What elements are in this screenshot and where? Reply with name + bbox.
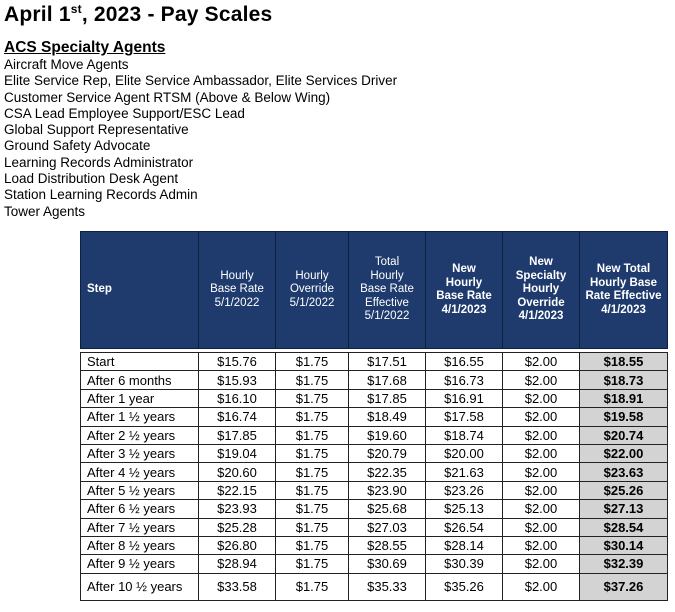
header-line: Override: [289, 283, 335, 296]
rate-cell: $1.75: [276, 426, 349, 444]
title-prefix: April 1: [4, 3, 71, 26]
header-line: Hourly: [220, 269, 254, 282]
rate-cell: $17.85: [199, 426, 276, 444]
rate-cell: $20.00: [426, 444, 503, 462]
new-total-cell: $28.54: [580, 518, 668, 536]
rate-cell: $33.58: [199, 573, 276, 600]
header-line: 4/1/2023: [518, 310, 564, 323]
step-cell: After 1 ½ years: [81, 408, 199, 426]
title-suffix: , 2023 - Pay Scales: [81, 3, 273, 26]
step-cell: After 9 ½ years: [81, 555, 199, 573]
rate-cell: $1.75: [276, 481, 349, 499]
step-cell: After 1 year: [81, 389, 199, 407]
page-title: [4, 2, 272, 27]
rate-cell: $1.75: [276, 518, 349, 536]
new-total-cell: $27.13: [580, 500, 668, 518]
rate-cell: $30.39: [426, 555, 503, 573]
table-header-row: [81, 232, 668, 349]
column-header-step: [81, 232, 199, 349]
rate-cell: $18.74: [426, 426, 503, 444]
step-cell: After 8 ½ years: [81, 536, 199, 554]
header-line: Effective: [365, 296, 409, 309]
header-line: New Total: [596, 263, 651, 275]
table-row: [81, 481, 668, 499]
header-line: Override: [517, 296, 565, 309]
header-line: Hourly: [370, 269, 404, 282]
role-item: Load Distribution Desk Agent: [4, 171, 179, 187]
rate-cell: $35.33: [349, 573, 426, 600]
header-line: 5/1/2022: [214, 296, 260, 309]
table-row: [81, 426, 668, 444]
header-line: Total: [374, 256, 400, 269]
rate-cell: $16.55: [426, 353, 503, 371]
step-cell: After 6 months: [81, 371, 199, 389]
rate-cell: $17.51: [349, 353, 426, 371]
rate-cell: $22.35: [349, 463, 426, 481]
rate-cell: $1.75: [276, 500, 349, 518]
step-cell: After 2 ½ years: [81, 426, 199, 444]
table-row: [81, 353, 668, 371]
table-row: [81, 518, 668, 536]
header-line: 5/1/2022: [364, 310, 410, 323]
table-row: [81, 444, 668, 462]
column-header-hourly-base-rate-2022: [199, 232, 276, 349]
header-line: New: [452, 263, 476, 275]
rate-cell: $27.03: [349, 518, 426, 536]
rate-cell: $1.75: [276, 536, 349, 554]
rate-cell: $2.00: [503, 555, 580, 573]
rate-cell: $2.00: [503, 371, 580, 389]
new-total-cell: $22.00: [580, 444, 668, 462]
rate-cell: $19.04: [199, 444, 276, 462]
column-header-new-specialty-override-2023: [503, 232, 580, 349]
step-cell: After 3 ½ years: [81, 444, 199, 462]
section-heading: ACS Specialty Agents: [4, 39, 166, 56]
new-total-cell: $30.14: [580, 536, 668, 554]
new-total-cell: $18.91: [580, 389, 668, 407]
rate-cell: $2.00: [503, 518, 580, 536]
step-cell: Start: [81, 353, 199, 371]
role-item: Aircraft Move Agents: [4, 57, 129, 72]
header-line: Base Rate: [360, 283, 414, 296]
rate-cell: $2.00: [503, 481, 580, 499]
rate-cell: $2.00: [503, 426, 580, 444]
header-line: Hourly Base: [589, 276, 658, 289]
role-item: Global Support Representative: [4, 122, 189, 138]
rate-cell: $25.68: [349, 500, 426, 518]
header-line: Rate Effective: [585, 290, 662, 302]
role-item: Ground Safety Advocate: [4, 138, 151, 154]
header-line: Base Rate: [436, 290, 492, 302]
rate-cell: $18.49: [349, 408, 426, 426]
rate-cell: $2.00: [503, 408, 580, 426]
rate-cell: $1.75: [276, 463, 349, 481]
header-line: Hourly: [295, 269, 329, 282]
header-line: 5/1/2022: [289, 296, 335, 309]
header-line: New: [529, 256, 553, 269]
step-cell: After 7 ½ years: [81, 518, 199, 536]
rate-cell: $22.15: [199, 481, 276, 499]
rate-cell: $25.13: [426, 500, 503, 518]
rate-cell: $2.00: [503, 463, 580, 481]
rate-cell: $1.75: [276, 408, 349, 426]
rate-cell: $23.90: [349, 481, 426, 499]
rate-cell: $23.93: [199, 500, 276, 518]
new-total-cell: $20.74: [580, 426, 668, 444]
role-item: Learning Records Administrator: [4, 154, 194, 170]
role-item: CSA Lead Employee Support/ESC Lead: [4, 105, 245, 121]
table-row: [81, 463, 668, 481]
header-line: Hourly: [445, 276, 483, 289]
table-row: [81, 536, 668, 554]
step-cell: After 4 ½ years: [81, 463, 199, 481]
rate-cell: $23.26: [426, 481, 503, 499]
rate-cell: $17.58: [426, 408, 503, 426]
table-row: [81, 500, 668, 518]
rate-cell: $25.28: [199, 518, 276, 536]
rate-cell: $1.75: [276, 555, 349, 573]
new-total-cell: $37.26: [580, 573, 668, 600]
rate-cell: $28.55: [349, 536, 426, 554]
rate-cell: $20.60: [199, 463, 276, 481]
header-line: 4/1/2023: [601, 303, 646, 316]
column-header-new-total-base-rate-2023: [580, 232, 668, 349]
new-total-cell: $18.73: [580, 371, 668, 389]
rate-cell: $15.76: [199, 353, 276, 371]
rate-cell: $19.60: [349, 426, 426, 444]
table-row: [81, 408, 668, 426]
rate-cell: $2.00: [503, 444, 580, 462]
step-cell: After 10 ½ years: [81, 573, 199, 600]
rate-cell: $2.00: [503, 353, 580, 371]
rate-cell: $35.26: [426, 573, 503, 600]
role-item: Elite Service Rep, Elite Service Ambassador, Elite Services Driver: [4, 73, 398, 89]
rate-cell: $1.75: [276, 444, 349, 462]
pay-scale-table: [80, 231, 668, 601]
header-line: Base Rate: [210, 283, 264, 296]
rate-cell: $2.00: [503, 573, 580, 600]
rate-cell: $17.85: [349, 389, 426, 407]
rate-cell: $1.75: [276, 389, 349, 407]
column-header-total-base-rate-2022: [349, 232, 426, 349]
new-total-cell: $25.26: [580, 481, 668, 499]
header-line: Specialty: [515, 269, 567, 282]
step-cell: After 6 ½ years: [81, 500, 199, 518]
role-item: Station Learning Records Admin: [4, 187, 198, 203]
rate-cell: $30.69: [349, 555, 426, 573]
header-line: Step: [87, 283, 112, 296]
new-total-cell: $18.55: [580, 353, 668, 371]
rate-cell: $20.79: [349, 444, 426, 462]
rate-cell: $15.93: [199, 371, 276, 389]
rate-cell: $1.75: [276, 353, 349, 371]
role-item: Tower Agents: [4, 203, 86, 219]
role-list: [4, 57, 397, 220]
rate-cell: $16.10: [199, 389, 276, 407]
rate-cell: $2.00: [503, 500, 580, 518]
table-row: [81, 389, 668, 407]
table-row: [81, 573, 668, 600]
rate-cell: $16.73: [426, 371, 503, 389]
new-total-cell: $23.63: [580, 463, 668, 481]
step-cell: After 5 ½ years: [81, 481, 199, 499]
table-row: [81, 555, 668, 573]
rate-cell: $21.63: [426, 463, 503, 481]
rate-cell: $17.68: [349, 371, 426, 389]
rate-cell: $16.74: [199, 408, 276, 426]
header-line: 4/1/2023: [441, 303, 487, 316]
rate-cell: $26.54: [426, 518, 503, 536]
rate-cell: $28.14: [426, 536, 503, 554]
column-header-hourly-override-2022: [276, 232, 349, 349]
role-item: Customer Service Agent RTSM (Above & Below Wing): [4, 89, 331, 105]
new-total-cell: $32.39: [580, 555, 668, 573]
table-row: [81, 371, 668, 389]
rate-cell: $1.75: [276, 573, 349, 600]
header-line: Hourly: [522, 283, 560, 296]
rate-cell: $2.00: [503, 536, 580, 554]
title-sup: st: [70, 2, 82, 16]
column-header-new-hourly-base-rate-2023: [426, 232, 503, 349]
rate-cell: $2.00: [503, 389, 580, 407]
new-total-cell: $19.58: [580, 408, 668, 426]
rate-cell: $26.80: [199, 536, 276, 554]
rate-cell: $16.91: [426, 389, 503, 407]
rate-cell: $28.94: [199, 555, 276, 573]
rate-cell: $1.75: [276, 371, 349, 389]
